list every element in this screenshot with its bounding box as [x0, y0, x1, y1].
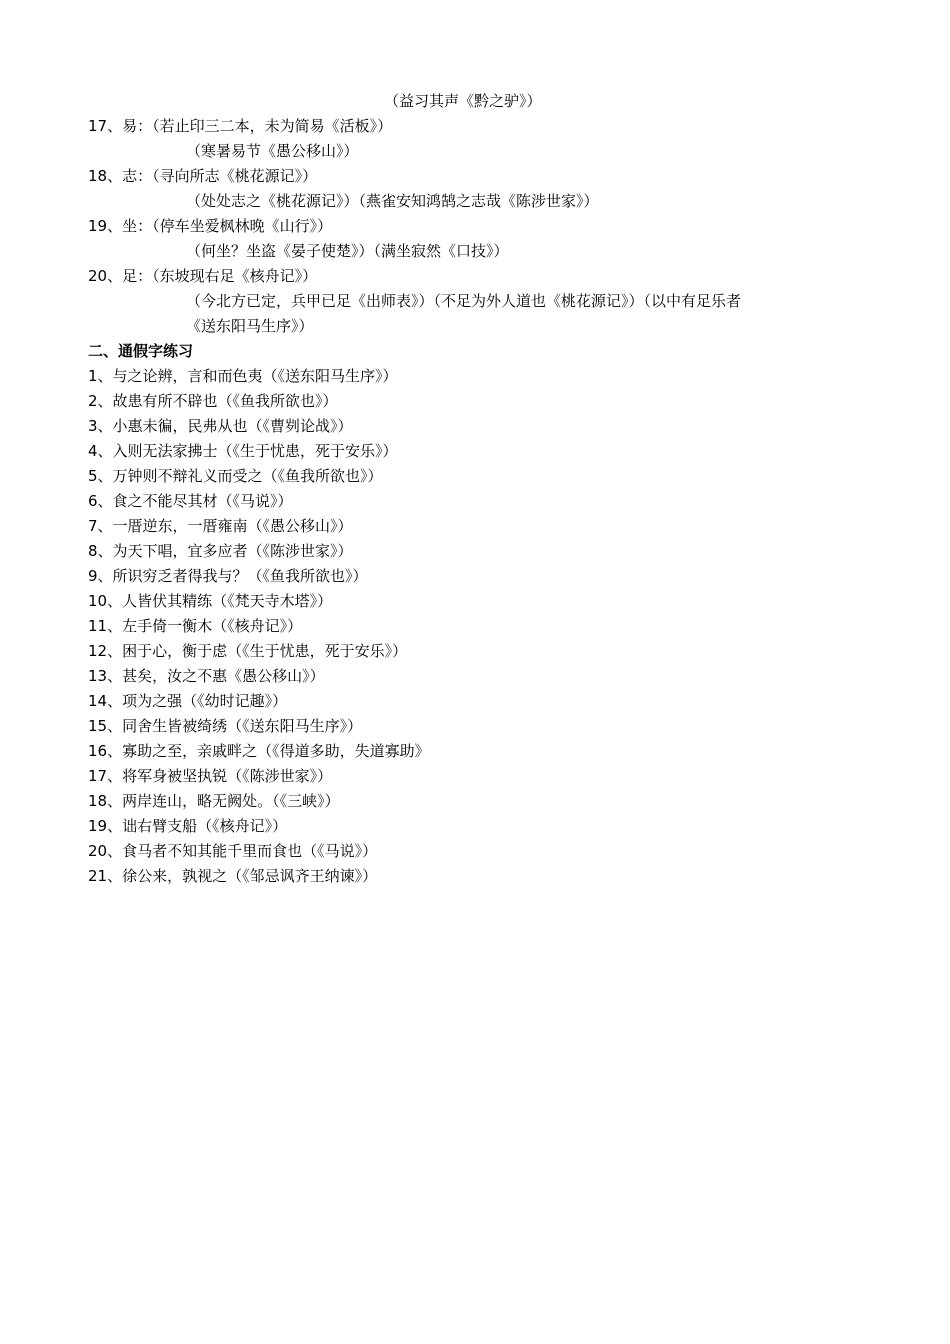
list-item: 11、左手倚一衡木（《核舟记》）	[88, 617, 303, 635]
entry-17-head: 17、易：（若止印三二本，未为简易《活板》）	[88, 117, 393, 135]
list-item: 1、与之论辨，言和而色夷（《送东阳马生序》）	[88, 367, 398, 385]
list-item: 17、将军身被坚执锐（《陈涉世家》）	[88, 767, 333, 785]
continuation-line: （益习其声《黔之驴》）	[384, 92, 542, 110]
entry-17-cont: （寒暑易节《愚公移山》）	[186, 142, 359, 160]
entry-20-cont-2: 《送东阳马生序》）	[186, 317, 314, 335]
list-item: 19、诎右臂支船（《核舟记》）	[88, 817, 288, 835]
entry-20-cont-1: （今北方已定，兵甲已足《出师表》）（不足为外人道也《桃花源记》）（以中有足乐者	[186, 292, 742, 310]
list-item: 15、同舍生皆被绮绣（《送东阳马生序》）	[88, 717, 363, 735]
list-item: 3、小惠未徧，民弗从也（《曹刿论战》）	[88, 417, 353, 435]
list-item: 12、困于心，衡于虑（《生于忧患，死于安乐》）	[88, 642, 408, 660]
entry-19-head: 19、坐：（停车坐爱枫林晚《山行》）	[88, 217, 333, 235]
list-item: 4、入则无法家拂士（《生于忧患，死于安乐》）	[88, 442, 398, 460]
list-item: 20、食马者不知其能千里而食也（《马说》）	[88, 842, 378, 860]
list-item: 2、故患有所不辟也（《鱼我所欲也》）	[88, 392, 338, 410]
list-item: 16、寡助之至，亲戚畔之（《得道多助，失道寡助》	[88, 742, 430, 760]
list-item: 18、两岸连山，略无阙处。（《三峡》）	[88, 792, 340, 810]
list-item: 13、甚矣，汝之不惠《愚公移山》）	[88, 667, 325, 685]
entry-20-head: 20、足：（东坡现右足《核舟记》）	[88, 267, 318, 285]
list-item: 14、项为之强（《幼时记趣》）	[88, 692, 288, 710]
entry-19-cont: （何坐？坐盗《晏子使楚》）（满坐寂然《口技》）	[186, 242, 509, 260]
list-item: 21、徐公来，孰视之（《邹忌讽齐王纳谏》）	[88, 867, 378, 885]
list-item: 8、为天下唱，宜多应者（《陈涉世家》）	[88, 542, 353, 560]
section-heading: 二、通假字练习	[88, 342, 194, 360]
list-item: 9、所识穷乏者得我与？（《鱼我所欲也》）	[88, 567, 368, 585]
list-item: 6、食之不能尽其材（《马说》）	[88, 492, 293, 510]
list-item: 7、一厝逆东，一厝雍南（《愚公移山》）	[88, 517, 353, 535]
entry-18-cont: （处处志之《桃花源记》）（燕雀安知鸿鹄之志哉《陈涉世家》）	[186, 192, 599, 210]
list-item: 10、人皆伏其精练（《梵天寺木塔》）	[88, 592, 333, 610]
list-item: 5、万钟则不辩礼义而受之（《鱼我所欲也》）	[88, 467, 383, 485]
entry-18-head: 18、志：（寻向所志《桃花源记》）	[88, 167, 318, 185]
